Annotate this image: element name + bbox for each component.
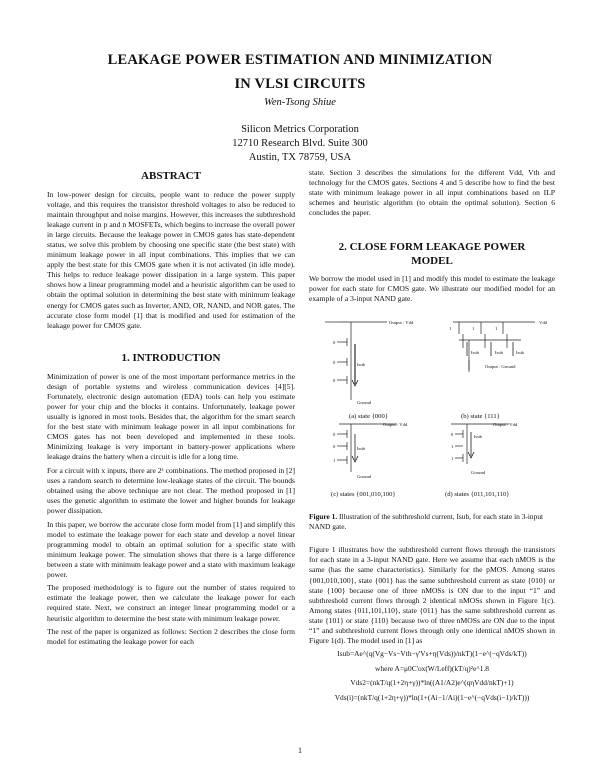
section2-text: We borrow the model used in [1] and modify this model to estimate the leakage power for each state for CMOS gate. We illustrate our modified model for an example of a 3-input NAND gate.: [309, 274, 555, 304]
label-input: 1: [333, 458, 336, 464]
affiliation-city: Austin, TX 78759, USA: [248, 152, 352, 163]
caption-state-b: (b) state {111}: [461, 413, 500, 421]
label-input: 0: [333, 378, 336, 384]
label-isub: Isub: [357, 362, 365, 368]
label-input: 1: [495, 326, 498, 332]
intro-paragraph: Minimization of power is one of the most important performance metrics in the design of portable systems and wireless communication devices [4][5]. Fortunately, electronic design automation (EDA) tools can help you estimate power for your chip and the blocks it contains. Unfortunately, leakage power usually is ignored in most tools. Besides that, the algorithm for the smart search for the best state with minimum leakage power in all input combinations for CMOS gates has not been developed and implemented in these tools. Minimizing leakage is very important in battery-power applications where leakage drains the battery when a circuit is idle for a long time.: [47, 371, 295, 462]
figure-discussion: Figure 1 illustrates how the subthreshold current flows through the transistors for each state in a 3-input NAND gate. Here we assume that each nMOS is the same (has the same characteristics). Similarly for the pMOS. Among states {001,010,100}, state {001} has the same subthreshold current as state {010} or state {100} because one of three nMOSs is ON due to the input “1” and subthreshold current flows through 2 identical nMOSs shown in Figure 1(c). Among states {011,101,110}, state {011} has the same subthreshold current as state {101} or state {110} because two of three nMOSs are ON due to the input “1” and subthreshold current flows through only one identical nMOS shown in Figure 1(d). The model used in [1] as: [309, 545, 555, 645]
label-input: 1: [449, 326, 452, 332]
affiliation-org: Silicon Metrics Corporation: [241, 124, 359, 135]
figure-1: [309, 314, 555, 512]
label-input: 1: [472, 326, 475, 332]
affiliation-address: 12710 Research Blvd. Suite 300: [232, 138, 368, 149]
intro-paragraph: In this paper, we borrow the accurate close form model from [1] and simplify this model to estimate the leakage power for each state and develop a novel linear programming model to obtain an optimal solution for a specific state with minimum leakage power. The simulation shows that there is a large difference between a state with minimum leakage power and a state with maximum leakage power.: [47, 519, 295, 579]
intro-paragraph: For a circuit with x inputs, there are 2ˣ combinations. The method proposed in [2] uses a random search to determine low-leakage states of the circuit. The bounds obtained using the above technique are not clear. The method proposed in [1] uses the genetic algorithm to estimate the lower and higher bounds for leakage power dissipation.: [47, 465, 295, 515]
affiliation: [0, 123, 600, 165]
label-input: 1: [451, 456, 454, 462]
equation-a: where A=μ0C'ox(W/Leff)(kT/q)²e^1.8: [375, 663, 489, 673]
figure-caption-text: Illustration of the subthreshold current, Isub, for each state in 3-input NAND gate.: [309, 512, 544, 531]
section2-heading-line1: 2. CLOSE FORM LEAKAGE POWER: [338, 241, 526, 254]
label-isub: Isub: [495, 350, 503, 356]
right-column: [309, 168, 555, 707]
label-ground: Ground: [357, 400, 372, 406]
label-vdd: Vdd: [539, 320, 547, 326]
equation-vds2: Vds2=(nkT/q(1+2η+γ))*ln((A1/A2)e^(qηVdd/nkT)+1): [350, 678, 514, 688]
label-input: 0: [451, 432, 454, 438]
nand-diagram: [309, 314, 555, 514]
paper-title-line1: LEAKAGE POWER ESTIMATION AND MINIMIZATION: [107, 52, 493, 68]
label-input: 0: [333, 360, 336, 366]
label-ground: Ground: [357, 474, 372, 480]
label-input: 1: [451, 444, 454, 450]
intro-paragraph: The proposed methodology is to figure out the number of states required to estimate the leakage power, then we calculate the leakage power for each required state. Next, we construct an integer linear programming model or a heuristic algorithm to determine the best state with minimum leakage power.: [47, 583, 295, 623]
label-isub: Isub: [516, 350, 524, 356]
intro-paragraph: The rest of the paper is organized as follows: Section 2 describes the close form model for estimating the leakage power for each: [47, 627, 295, 647]
figure-caption: [309, 512, 555, 531]
caption-state-a: (a) state {000}: [349, 413, 388, 421]
author-name: Wen-Tsong Shiue: [264, 97, 336, 108]
label-output-vdd: Output : Vdd: [493, 422, 518, 428]
page-number: 1: [298, 746, 302, 755]
abstract-heading: ABSTRACT: [141, 170, 201, 182]
label-input: 0: [333, 444, 336, 450]
section2-heading: [309, 240, 555, 268]
equation-vdsi: Vds(i)=(nkT/q(1+2η+γ))*ln(1+(Ai−1/Ai)(1−e^(−qVds(i−1)/kT))): [334, 692, 530, 702]
label-isub: Isub: [474, 434, 482, 440]
label-isub: Isub: [471, 350, 479, 356]
intro-heading: 1. INTRODUCTION: [121, 351, 221, 364]
section-overview-paragraph: state. Section 3 describes the simulations for the different Vdd, Vth and technology for the CMOS gates. Sections 4 and 5 describe how to find the best state with minimum leakage power in all input combinations based on ILP schemes and heuristic algorithm (to obtain the optimal solution). Section 6 concludes the paper.: [309, 168, 555, 218]
abstract-text: In low-power design for circuits, people want to reduce the power supply voltage, and this requires the transistor threshold voltages to also be reduced to maintain throughput and noise margins. However, this increases the subthreshold leakage current in p and n MOSFETs, which begins to increase the overall power in large circuits. Because the leakage power in CMOS gates has state-dependent status, we solve this problem by choosing one specific state (the best state) with minimum leakage power in all input combinations. This implies that we can apply the best state for this CMOS gate when it is not activated (in idle mode). This helps to reduce leakage power dissipation in a large system. This paper shows how a linear programming model and a heuristic algorithm can be used to obtain the optimal solution in determining the best state with minimum leakage energy for CMOS gates such as Inverter, AND, OR, NAND, and NOR gates. The accurate close form model [1] that is modified and used for estimation of the leakage power for CMOS gate.: [47, 190, 295, 330]
paper-title-line2: IN VLSI CIRCUITS: [234, 76, 366, 92]
label-input: 0: [333, 432, 336, 438]
left-column: [47, 169, 295, 651]
label-input: 0: [333, 340, 336, 346]
caption-state-d: (d) states {011,101,110}: [445, 491, 510, 499]
caption-state-c: (c) states {001,010,100}: [331, 491, 396, 499]
equation-isub: Isub=Ae^(q(Vg−Vs−Vth−γ'Vs+η(Vds))/nkT)(1−e^(−qVds/kT)): [337, 649, 527, 659]
label-isub: Isub: [357, 446, 365, 452]
label-output-vdd: Output : Vdd: [389, 320, 414, 326]
label-output-vdd: Output : Vdd: [383, 422, 408, 428]
label-output-ground: Output : Ground: [485, 364, 516, 370]
label-ground: Ground: [471, 470, 486, 476]
figure-caption-label: Figure 1.: [309, 512, 338, 522]
section2-heading-line2: MODEL: [411, 255, 453, 268]
